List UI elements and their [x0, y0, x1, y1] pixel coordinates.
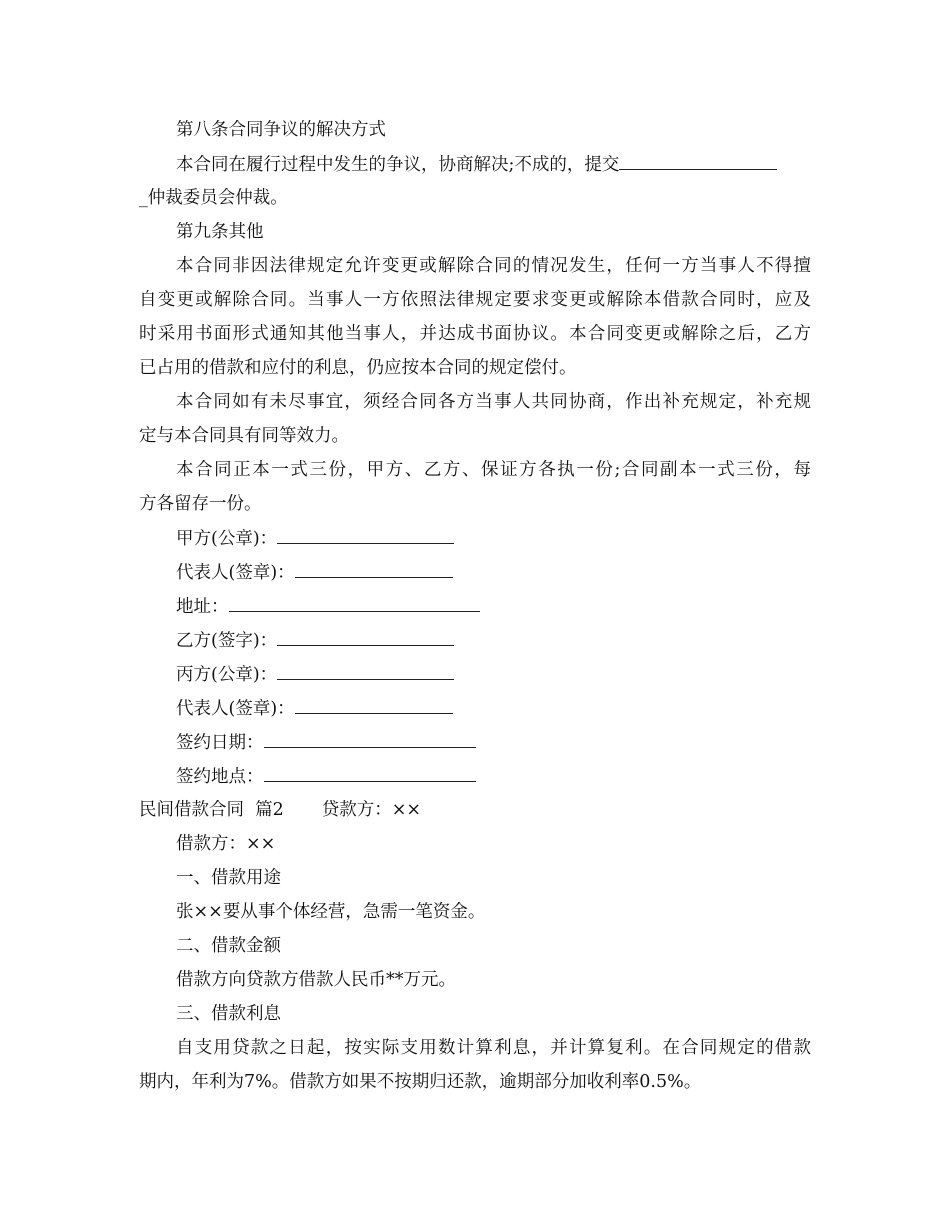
article-8-paragraph: 本合同在履行过程中发生的争议，协商解决;不成的，提交: [176, 151, 811, 177]
section-1-heading: 一、借款用途: [176, 868, 281, 888]
party-c-seal-blank: [277, 661, 454, 680]
section-3-text-line-2: 期内，年利为7%。借款方如果不按期归还款，逾期部分加收利率0.5%。: [139, 1072, 702, 1092]
article-9-paragraph-2-line-2: 定与本合同具有同等效力。: [139, 426, 349, 446]
article-9-paragraph-2: 本合同如有未尽事宜，须经合同各方当事人共同协商，作出补充规定，补充规: [176, 392, 811, 412]
rep-c-sign-blank: [295, 695, 453, 714]
article-9-paragraph-1-line-4: 已占用的借款和应付的利息，仍应按本合同的规定偿付。: [139, 358, 577, 378]
lender-label: 贷款方：××: [321, 800, 422, 820]
article-9-paragraph-1-line-2: 自变更或解除合同。当事人一方依照法律规定要求变更或解除本借款合同时，应及: [139, 290, 811, 310]
sign-date-field: 签约日期：: [176, 729, 811, 755]
article-9-paragraph-1-line-3: 时采用书面形式通知其他当事人，并达成书面协议。本合同变更或解除之后，乙方: [139, 324, 811, 344]
party-a-seal-field: 甲方(公章)：: [176, 525, 811, 551]
article-8-heading: 第八条合同争议的解决方式: [176, 120, 386, 140]
party-b-sign-field: 乙方(签字)：: [176, 627, 811, 653]
article-9-heading: 第九条其他: [176, 222, 264, 242]
section-2-heading: 二、借款金额: [176, 936, 281, 956]
address-blank: [229, 593, 480, 612]
sign-place-blank: [264, 763, 476, 782]
address-field: 地址：: [176, 593, 811, 619]
party-a-seal-blank: [277, 525, 454, 544]
section-3-heading: 三、借款利息: [176, 1004, 281, 1024]
rep-a-sign-blank: [295, 559, 453, 578]
article-9-paragraph-3: 本合同正本一式三份，甲方、乙方、保证方各执一份;合同副本一式三份，每: [176, 460, 811, 480]
article-9-paragraph-3-line-2: 方各留存一份。: [139, 494, 262, 514]
sign-date-blank: [264, 729, 476, 748]
article-8-paragraph-cont: _仲裁委员会仲裁。: [139, 188, 288, 208]
rep-a-sign-field: 代表人(签章)：: [176, 559, 811, 585]
party-b-sign-blank: [277, 627, 454, 646]
rep-c-sign-field: 代表人(签章)：: [176, 695, 811, 721]
article-9-paragraph-1: 本合同非因法律规定允许变更或解除合同的情况发生，任何一方当事人不得擅: [176, 256, 811, 276]
borrower-label: 借款方：××: [176, 834, 276, 854]
arbitration-blank: [619, 151, 777, 170]
section-3-text: 自支用贷款之日起，按实际支用数计算利息，并计算复利。在合同规定的借款: [176, 1038, 811, 1058]
sign-place-field: 签约地点：: [176, 763, 811, 789]
contract-2-title: 民间借款合同 篇2: [139, 800, 284, 820]
contract-2-title-line: [139, 797, 811, 823]
section-1-text: 张××要从事个体经营，急需一笔资金。: [176, 902, 486, 922]
section-2-text: 借款方向贷款方借款人民币**万元。: [176, 970, 456, 990]
party-c-seal-field: 丙方(公章)：: [176, 661, 811, 687]
